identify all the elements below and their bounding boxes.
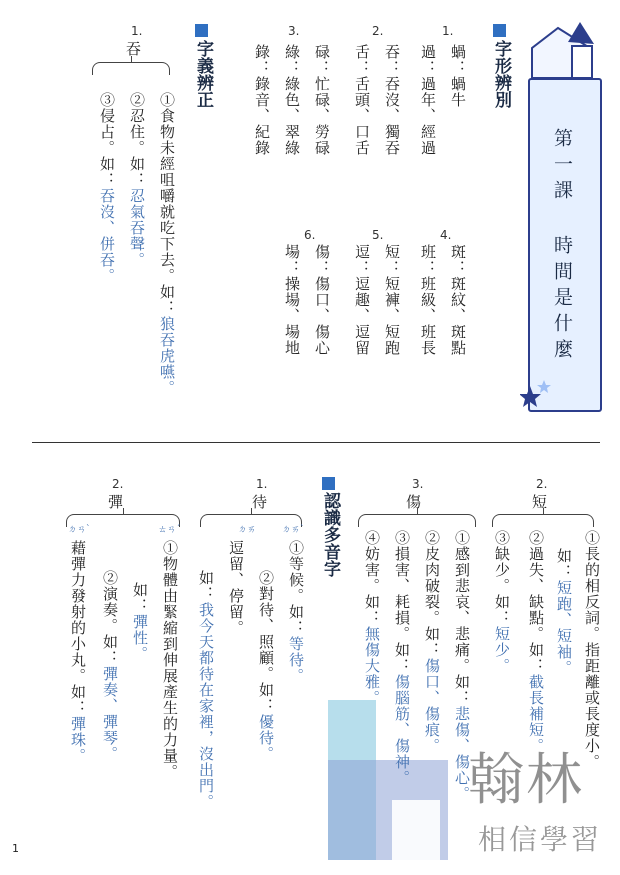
- form-entry: 蝸：蝸牛: [449, 44, 467, 108]
- group-number: 2.: [372, 24, 384, 38]
- definition: 逗留、停留。: [227, 540, 245, 636]
- definition: ③缺少。如：短少。: [493, 530, 511, 674]
- definition: ②對待、照顧。如：優待。: [257, 570, 275, 762]
- group-number: 1.: [442, 24, 454, 38]
- group-number: 6.: [304, 228, 316, 242]
- definition: ③侵占。如：吞沒、併吞。: [98, 92, 116, 284]
- brace: [92, 62, 170, 75]
- definition: ①物體由緊縮到伸展產生的力量。: [161, 540, 179, 780]
- form-entry: 短：短褲、短跑: [383, 244, 401, 356]
- headword: 吞: [126, 40, 142, 58]
- brace: [492, 514, 594, 527]
- form-entry: 錄：錄音、紀錄: [253, 44, 271, 156]
- watermark-slogan: 相信學習: [478, 823, 603, 856]
- form-entry: 傷：傷口、傷心: [313, 244, 331, 356]
- form-entry: 吞：吞沒、獨吞: [383, 44, 401, 156]
- publisher-watermark: [328, 700, 618, 860]
- section-title-form: 字形辨別: [491, 40, 511, 108]
- definition: ②忍住。如：忍氣吞聲。: [128, 92, 146, 268]
- group-number: 2.: [112, 477, 124, 491]
- definition: 如：彈性。: [131, 582, 149, 662]
- house-icon: [520, 20, 605, 80]
- reading-label: ㄊㄢˊ: [158, 525, 181, 535]
- group-number: 5.: [372, 228, 384, 242]
- form-entry: 逗：逗趣、逗留: [353, 244, 371, 356]
- group-number: 1.: [256, 477, 268, 491]
- form-entry: 場：操場、場地: [283, 244, 301, 356]
- definition: 藉彈力發射的小丸。如：彈珠。: [69, 540, 87, 764]
- group-number: 4.: [440, 228, 452, 242]
- headword: 彈: [108, 493, 124, 511]
- definition: ①感到悲哀、悲痛。如：悲傷、傷心。: [453, 530, 471, 802]
- headword: 短: [532, 493, 548, 511]
- definition: ④妨害。如：無傷大雅。: [363, 530, 381, 706]
- lesson-title: 第一課 時間是什麼: [551, 128, 573, 365]
- star-icon: [520, 378, 560, 418]
- watermark-brand: 翰林: [468, 748, 584, 813]
- section-title-meaning: 字義辨正: [193, 40, 213, 108]
- definition: ②演奏。如：彈奏、彈琴。: [101, 570, 119, 762]
- brace: [358, 514, 476, 527]
- section-marker: [493, 24, 506, 37]
- page-number: 1: [12, 842, 19, 855]
- reading-label: ㄉㄞˋ: [282, 525, 305, 535]
- section-title-poly: 認識多音字: [320, 492, 340, 577]
- form-entry: 過：過年、經過: [419, 44, 437, 156]
- section-marker: [195, 24, 208, 37]
- reading-label: ㄉㄞ: [238, 525, 257, 535]
- definition: ①等候。如：等待。: [287, 540, 305, 684]
- group-number: 3.: [412, 477, 424, 491]
- group-number: 3.: [288, 24, 300, 38]
- form-entry: 舌：舌頭、口舌: [353, 44, 371, 156]
- headword: 傷: [406, 493, 422, 511]
- definition: ③損害、耗損。如：傷腦筋、傷神。: [393, 530, 411, 786]
- group-number: 1.: [131, 24, 143, 38]
- definition: ②皮肉破裂。如：傷口、傷痕。: [423, 530, 441, 754]
- form-entry: 班：班級、班長: [419, 244, 437, 356]
- group-number: 2.: [536, 477, 548, 491]
- form-entry: 綠：綠色、翠綠: [283, 44, 301, 156]
- definition: ①長的相反詞。指距離或長度小。: [583, 530, 601, 770]
- form-entry: 碌：忙碌、勞碌: [313, 44, 331, 156]
- definition: 如：短跑、短袖。: [555, 548, 573, 676]
- reading-label: ㄉㄢˋ: [68, 525, 91, 535]
- definition: ②過失、缺點。如：截長補短。: [527, 530, 545, 754]
- lesson-banner: [520, 20, 605, 415]
- definition: 如：我今天都待在家裡，沒出門。: [197, 570, 215, 810]
- headword: 待: [252, 493, 268, 511]
- definition: ①食物未經咀嚼就吃下去。如：狼吞虎嚥。: [158, 92, 176, 396]
- divider: [32, 442, 600, 443]
- section-marker: [322, 477, 335, 490]
- form-entry: 斑：斑紋、斑點: [449, 244, 467, 356]
